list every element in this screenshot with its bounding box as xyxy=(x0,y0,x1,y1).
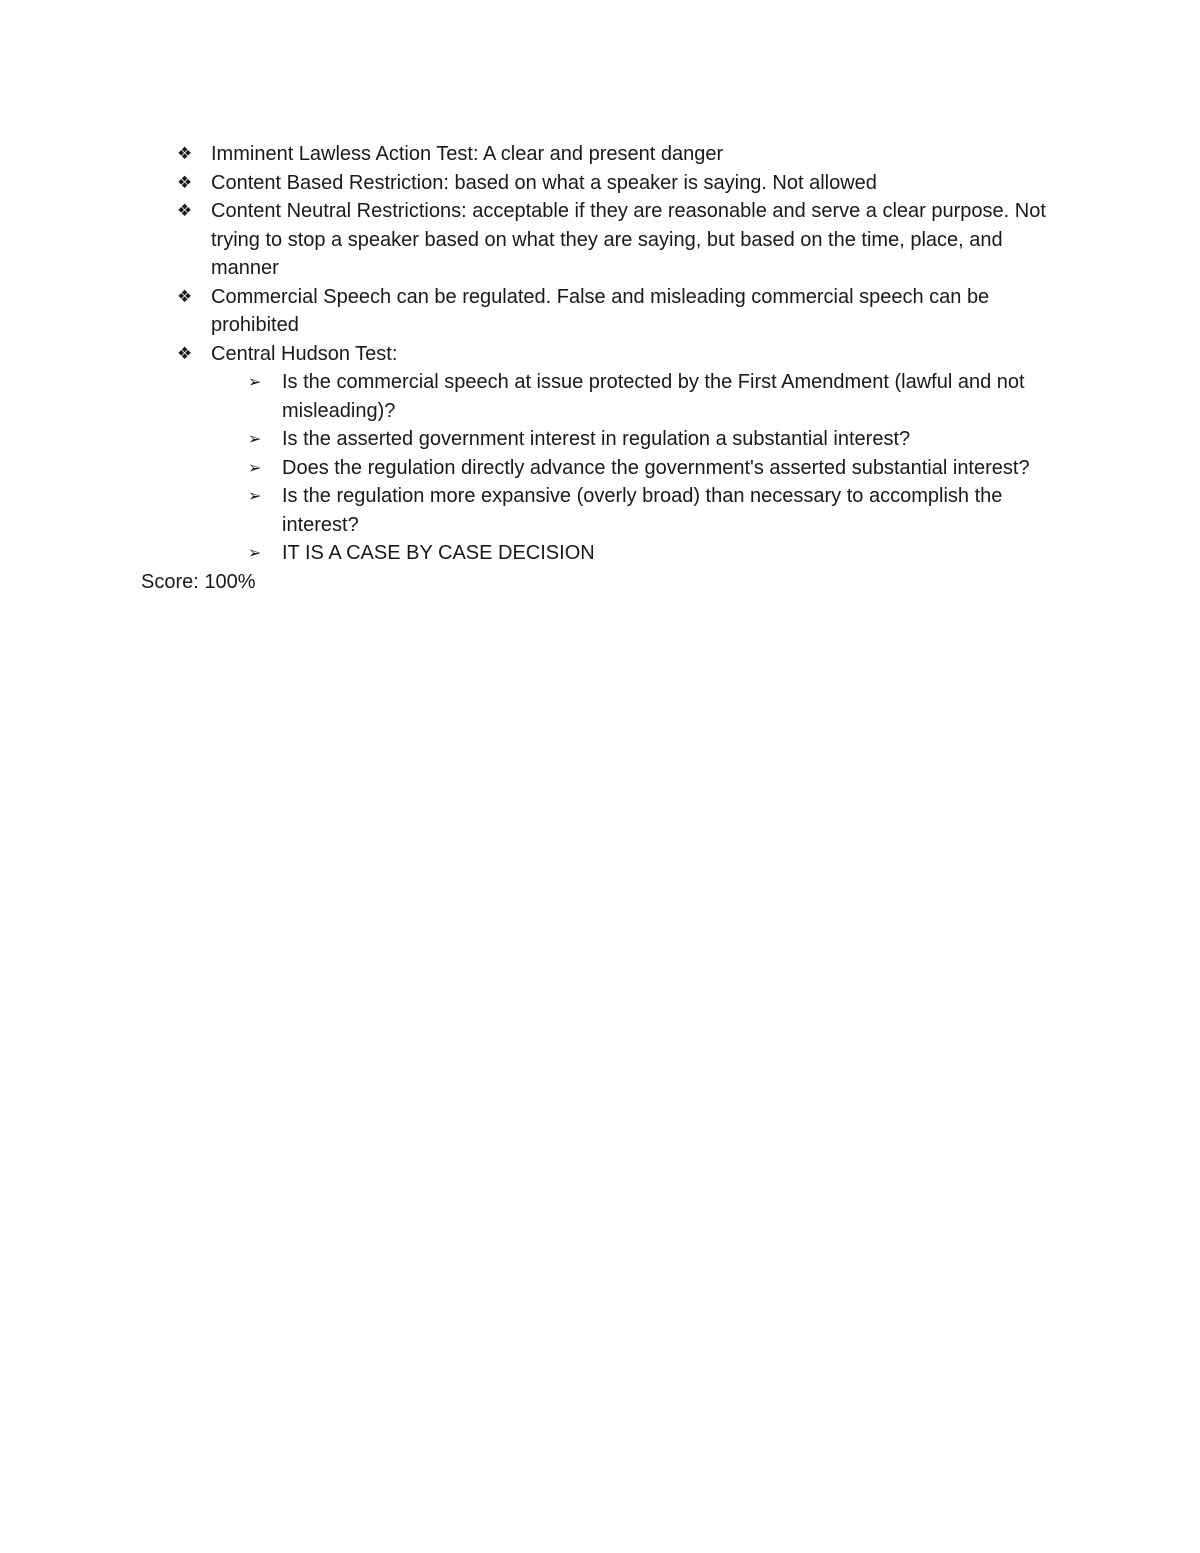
list-item xyxy=(141,169,1061,198)
diamond-bullet-icon: ❖ xyxy=(177,201,193,221)
list-item-text: Imminent Lawless Action Test: A clear and present danger xyxy=(211,143,724,165)
list-item-text: Content Neutral Restrictions: acceptable if they are reasonable and serve a clear purpose. Not trying to stop a speaker based on what they are saying, but based on the time, place, and manner xyxy=(211,200,1046,279)
list-item xyxy=(141,197,1061,283)
list-item-text: Commercial Speech can be regulated. False and misleading commercial speech can be prohibited xyxy=(211,285,990,336)
sub-list-item xyxy=(141,368,1061,425)
arrow-bullet-icon: ➢ xyxy=(248,457,262,477)
arrow-bullet-icon: ➢ xyxy=(248,372,262,391)
bullet-list xyxy=(141,140,1061,368)
document-body xyxy=(141,140,1061,596)
sub-list-item-text: IT IS A CASE BY CASE DECISION xyxy=(282,542,595,564)
diamond-bullet-icon: ❖ xyxy=(177,172,193,193)
score-text: Score: 100% xyxy=(141,570,256,593)
sub-list-item-text: Is the regulation more expansive (overly broad) than necessary to accomplish the interest? xyxy=(282,485,1003,536)
list-item xyxy=(141,140,1061,169)
diamond-bullet-icon: ❖ xyxy=(177,144,193,164)
sub-list-item-text: Is the commercial speech at issue protected by the First Amendment (lawful and not misleading)? xyxy=(282,371,1025,422)
sub-list-item-text: Does the regulation directly advance the government's asserted substantial interest? xyxy=(282,456,1030,479)
sub-list-item xyxy=(141,539,1061,568)
arrow-bullet-icon: ➢ xyxy=(248,486,262,505)
list-item-text: Central Hudson Test: xyxy=(211,342,398,365)
diamond-bullet-icon: ❖ xyxy=(177,286,193,307)
arrow-bullet-icon: ➢ xyxy=(248,429,262,448)
diamond-bullet-icon: ❖ xyxy=(177,343,193,364)
sub-list-item xyxy=(141,482,1061,539)
sub-bullet-list xyxy=(141,368,1061,568)
list-item-text: Content Based Restriction: based on what a speaker is saying. Not allowed xyxy=(211,171,877,194)
sub-list-item xyxy=(141,425,1061,454)
sub-list-item-text: Is the asserted government interest in regulation a substantial interest? xyxy=(282,428,911,450)
list-item xyxy=(141,340,1061,369)
arrow-bullet-icon: ➢ xyxy=(248,543,262,562)
list-item xyxy=(141,283,1061,340)
sub-list-item xyxy=(141,454,1061,483)
